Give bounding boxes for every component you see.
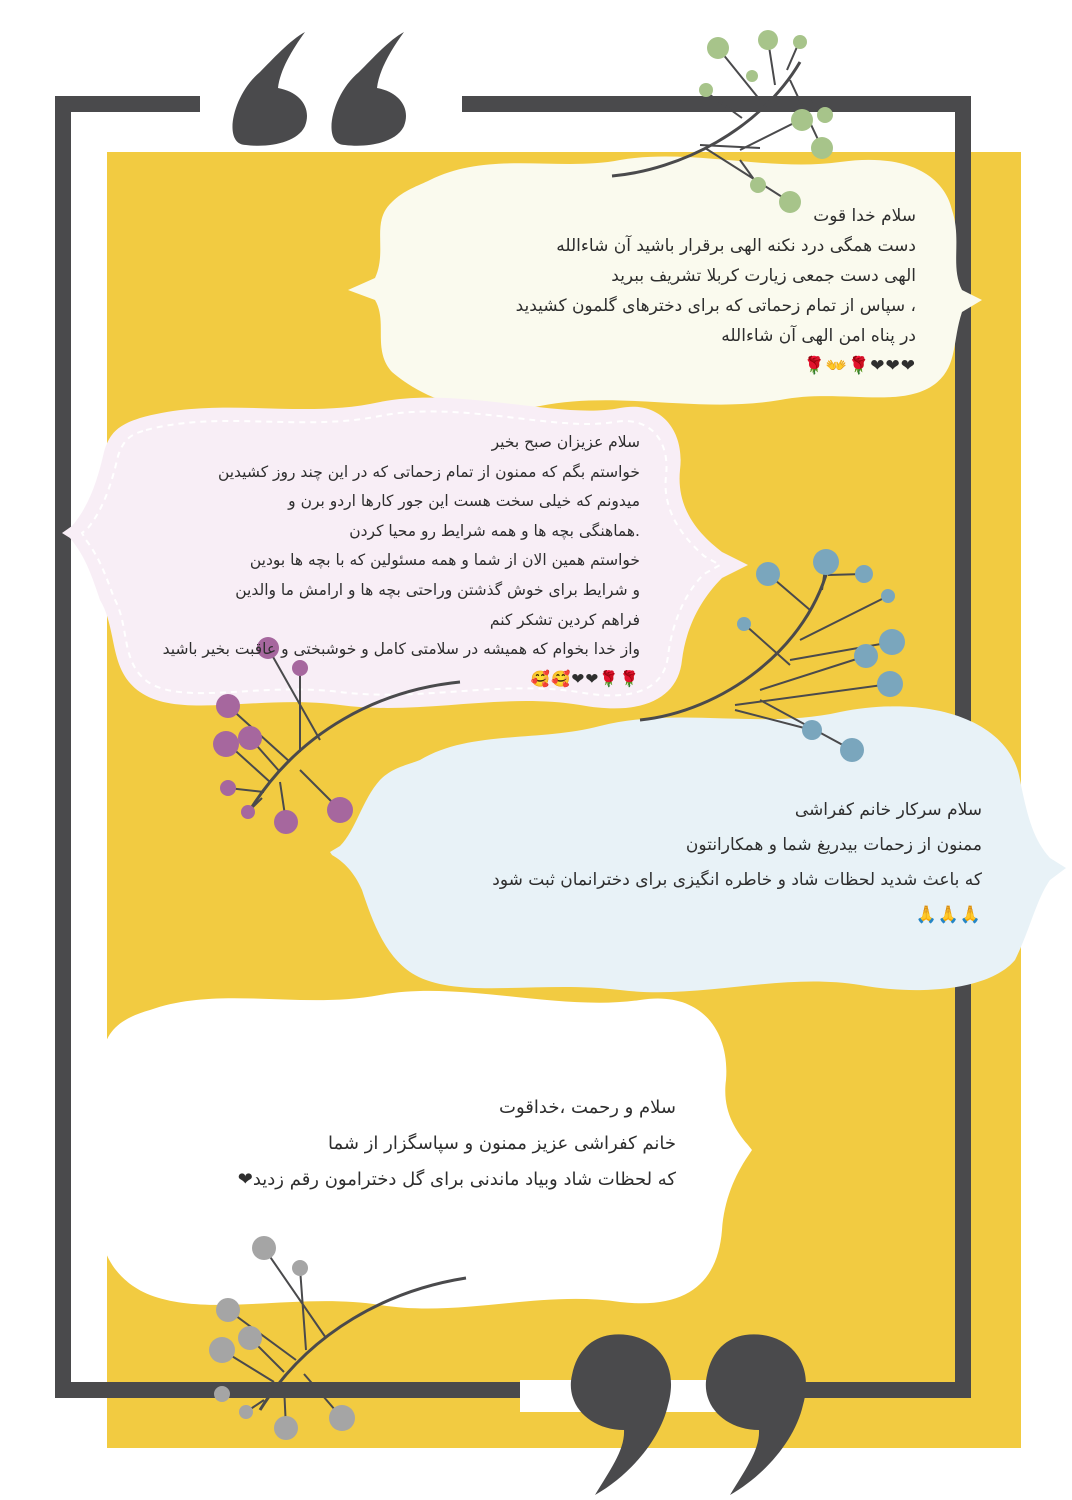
message-2-line-4: .هماهنگی بچه ها و همه شرایط رو محیا کردن — [349, 521, 640, 540]
message-1-line-1: سلام خدا قوت — [813, 206, 916, 226]
message-3-text — [492, 793, 982, 933]
message-2-line-5: خواستم همین الان از شما و همه مسئولین که با بچه ها بودین — [249, 551, 640, 570]
message-2-line-6: و شرایط برای خوش گذشتن وراحتی بچه ها و ارامش ما والدین — [235, 580, 640, 599]
message-4-line-1: سلام و رحمت ،خداقوت — [499, 1097, 676, 1118]
message-1-emoji: ❤❤❤🌹👐🌹 — [803, 356, 916, 376]
message-4-line-2: خانم کفراشی عزیز ممنون و سپاسگزار از شما — [328, 1133, 676, 1154]
message-1-line-3: الهی دست جمعی زیارت کربلا تشریف ببرید — [611, 266, 916, 286]
message-4-text — [238, 1090, 676, 1198]
message-2-line-8: واز خدا بخوام که همیشه در سلامتی کامل و خوشبختی و عاقبت بخیر باشید — [162, 640, 640, 659]
message-2-line-7: فراهم کردین تشکر کنم — [489, 610, 640, 629]
message-1-line-4: ، سپاس از تمام زحماتی که برای دخترهای گلمون کشیدید — [515, 296, 916, 316]
message-3-emoji: 🙏🙏🙏 — [915, 905, 982, 925]
message-2-line-2: خواستم بگم که ممنون از تمام زحماتی که در این چند روز کشیدین — [217, 462, 640, 481]
close-quote-icon — [571, 1334, 806, 1495]
open-quote-icon — [232, 32, 406, 146]
message-3-line-1: سلام سرکار خانم کفراشی — [794, 800, 982, 820]
message-1-line-5: در پناه امن الهی آن شاءالله — [721, 326, 916, 346]
message-1-text — [516, 201, 916, 381]
message-3-line-3: که باعث شدید لحظات شاد و خاطره انگیزی برای دخترانمان ثبت شود — [492, 870, 982, 890]
message-2-line-3: میدونم که خیلی سخت هست این جور کارها اردو برن و — [288, 492, 640, 511]
message-2-line-1: سلام عزیزان صبح بخیر — [491, 433, 640, 451]
message-1-line-2: دست همگی درد نکنه الهی برقرار باشید آن شاءالله — [556, 236, 916, 256]
message-2-text — [163, 428, 640, 694]
message-3-line-2: ممنون از زحمات بیدریغ شما و همکارانتون — [685, 835, 982, 855]
message-4-line-3: که لحظات شاد وبیاد ماندنی برای گل دخترامون رقم زدید❤ — [237, 1169, 676, 1190]
message-2-emoji: 🌹🌹❤❤🥰🥰 — [530, 669, 640, 688]
